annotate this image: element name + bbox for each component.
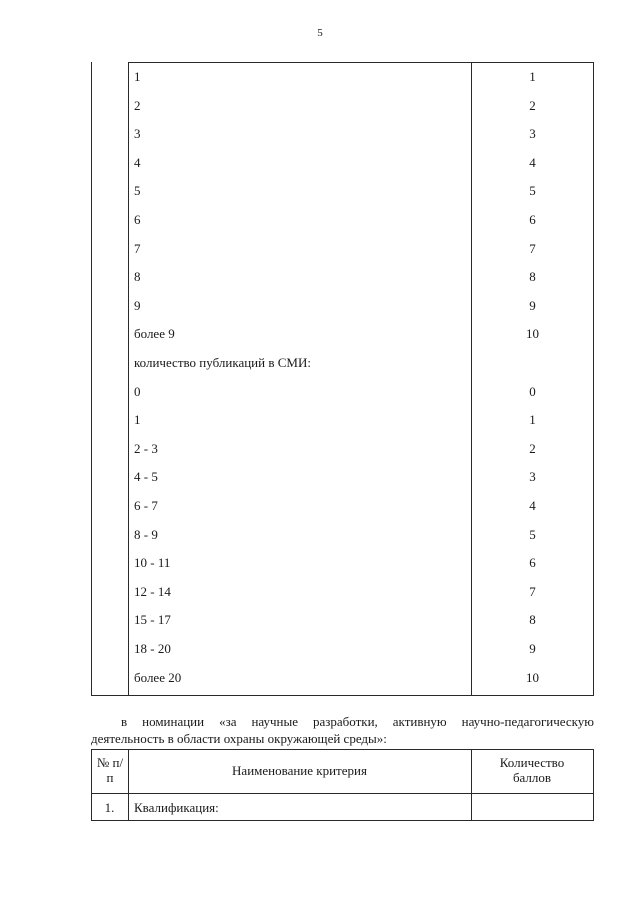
score-cell: 10 [526, 326, 539, 341]
criterion-cell: 6 - 7 [134, 498, 158, 513]
table-row [91, 553, 594, 573]
table-row [91, 639, 594, 659]
score-cell: 0 [529, 384, 536, 399]
nomination-text-line-1: в номинации «за научные разработки, активную научно-педагогическую [121, 714, 594, 729]
table-bottom-border [91, 695, 594, 696]
table-row [91, 610, 594, 630]
score-cell: 4 [529, 498, 536, 513]
criterion-cell: 6 [134, 212, 141, 227]
score-cell: 8 [529, 269, 536, 284]
table-row [91, 439, 594, 459]
column-divider-number [128, 749, 129, 821]
score-cell: 5 [529, 527, 536, 542]
table-top-border [91, 749, 594, 750]
criterion-cell: 15 - 17 [134, 612, 171, 627]
table-row [91, 67, 594, 87]
table-row [91, 467, 594, 487]
criterion-cell: 8 [134, 269, 141, 284]
table-row [91, 239, 594, 259]
row-criterion: Квалификация: [134, 800, 219, 815]
table-row [91, 382, 594, 402]
table-row [91, 153, 594, 173]
table-top-border [128, 62, 594, 63]
score-cell: 9 [529, 298, 536, 313]
criterion-cell: 8 - 9 [134, 527, 158, 542]
score-cell: 6 [529, 212, 536, 227]
header-bottom-border [91, 793, 594, 794]
criterion-cell: 4 - 5 [134, 469, 158, 484]
criterion-cell: 1 [134, 69, 141, 84]
score-cell: 2 [529, 441, 536, 456]
column-divider-score [471, 749, 472, 821]
criterion-cell: более 9 [134, 326, 175, 341]
table-row [91, 267, 594, 287]
criterion-cell: 0 [134, 384, 141, 399]
table-row [91, 496, 594, 516]
nomination-paragraph [91, 713, 594, 747]
score-cell: 1 [529, 412, 536, 427]
scoring-table-new [91, 749, 594, 821]
score-cell: 9 [529, 641, 536, 656]
table-row [91, 582, 594, 602]
criterion-cell: 3 [134, 126, 141, 141]
score-cell: 2 [529, 98, 536, 113]
page-number: 5 [317, 27, 323, 39]
nomination-text-line-2: деятельность в области охраны окружающей среды»: [91, 731, 387, 746]
score-cell: 7 [529, 241, 536, 256]
table-row [91, 124, 594, 144]
criterion-cell: 7 [134, 241, 141, 256]
criterion-cell: 2 [134, 98, 141, 113]
score-cell: 6 [529, 555, 536, 570]
table-row [91, 353, 594, 373]
table-row [91, 210, 594, 230]
table-row [91, 668, 594, 688]
header-score: Количество баллов [499, 755, 565, 785]
table-row [91, 324, 594, 344]
row-bottom-border [91, 820, 594, 821]
table-row [91, 296, 594, 316]
header-criterion-name: Наименование критерия [232, 763, 367, 778]
score-cell: 3 [529, 126, 536, 141]
score-cell: 7 [529, 584, 536, 599]
criterion-cell: 4 [134, 155, 141, 170]
column-divider-right [593, 749, 594, 821]
criterion-cell: более 20 [134, 670, 182, 685]
header-number: № п/п [96, 755, 124, 785]
criterion-cell: 10 - 11 [134, 555, 171, 570]
row-number: 1. [104, 800, 115, 815]
criterion-cell: 18 - 20 [134, 641, 171, 656]
score-cell: 10 [526, 670, 539, 685]
score-cell: 3 [529, 469, 536, 484]
score-cell: 8 [529, 612, 536, 627]
criterion-cell: 2 - 3 [134, 441, 158, 456]
criterion-cell: количество публикаций в СМИ: [134, 355, 311, 370]
score-cell: 1 [529, 69, 536, 84]
scoring-table-continued [91, 62, 594, 696]
criterion-cell: 12 - 14 [134, 584, 171, 599]
table-row [91, 96, 594, 116]
criterion-cell: 5 [134, 183, 141, 198]
score-cell: 5 [529, 183, 536, 198]
table-row [91, 525, 594, 545]
criterion-cell: 9 [134, 298, 141, 313]
criterion-cell: 1 [134, 412, 141, 427]
table-row [91, 410, 594, 430]
score-cell: 4 [529, 155, 536, 170]
table-row [91, 181, 594, 201]
